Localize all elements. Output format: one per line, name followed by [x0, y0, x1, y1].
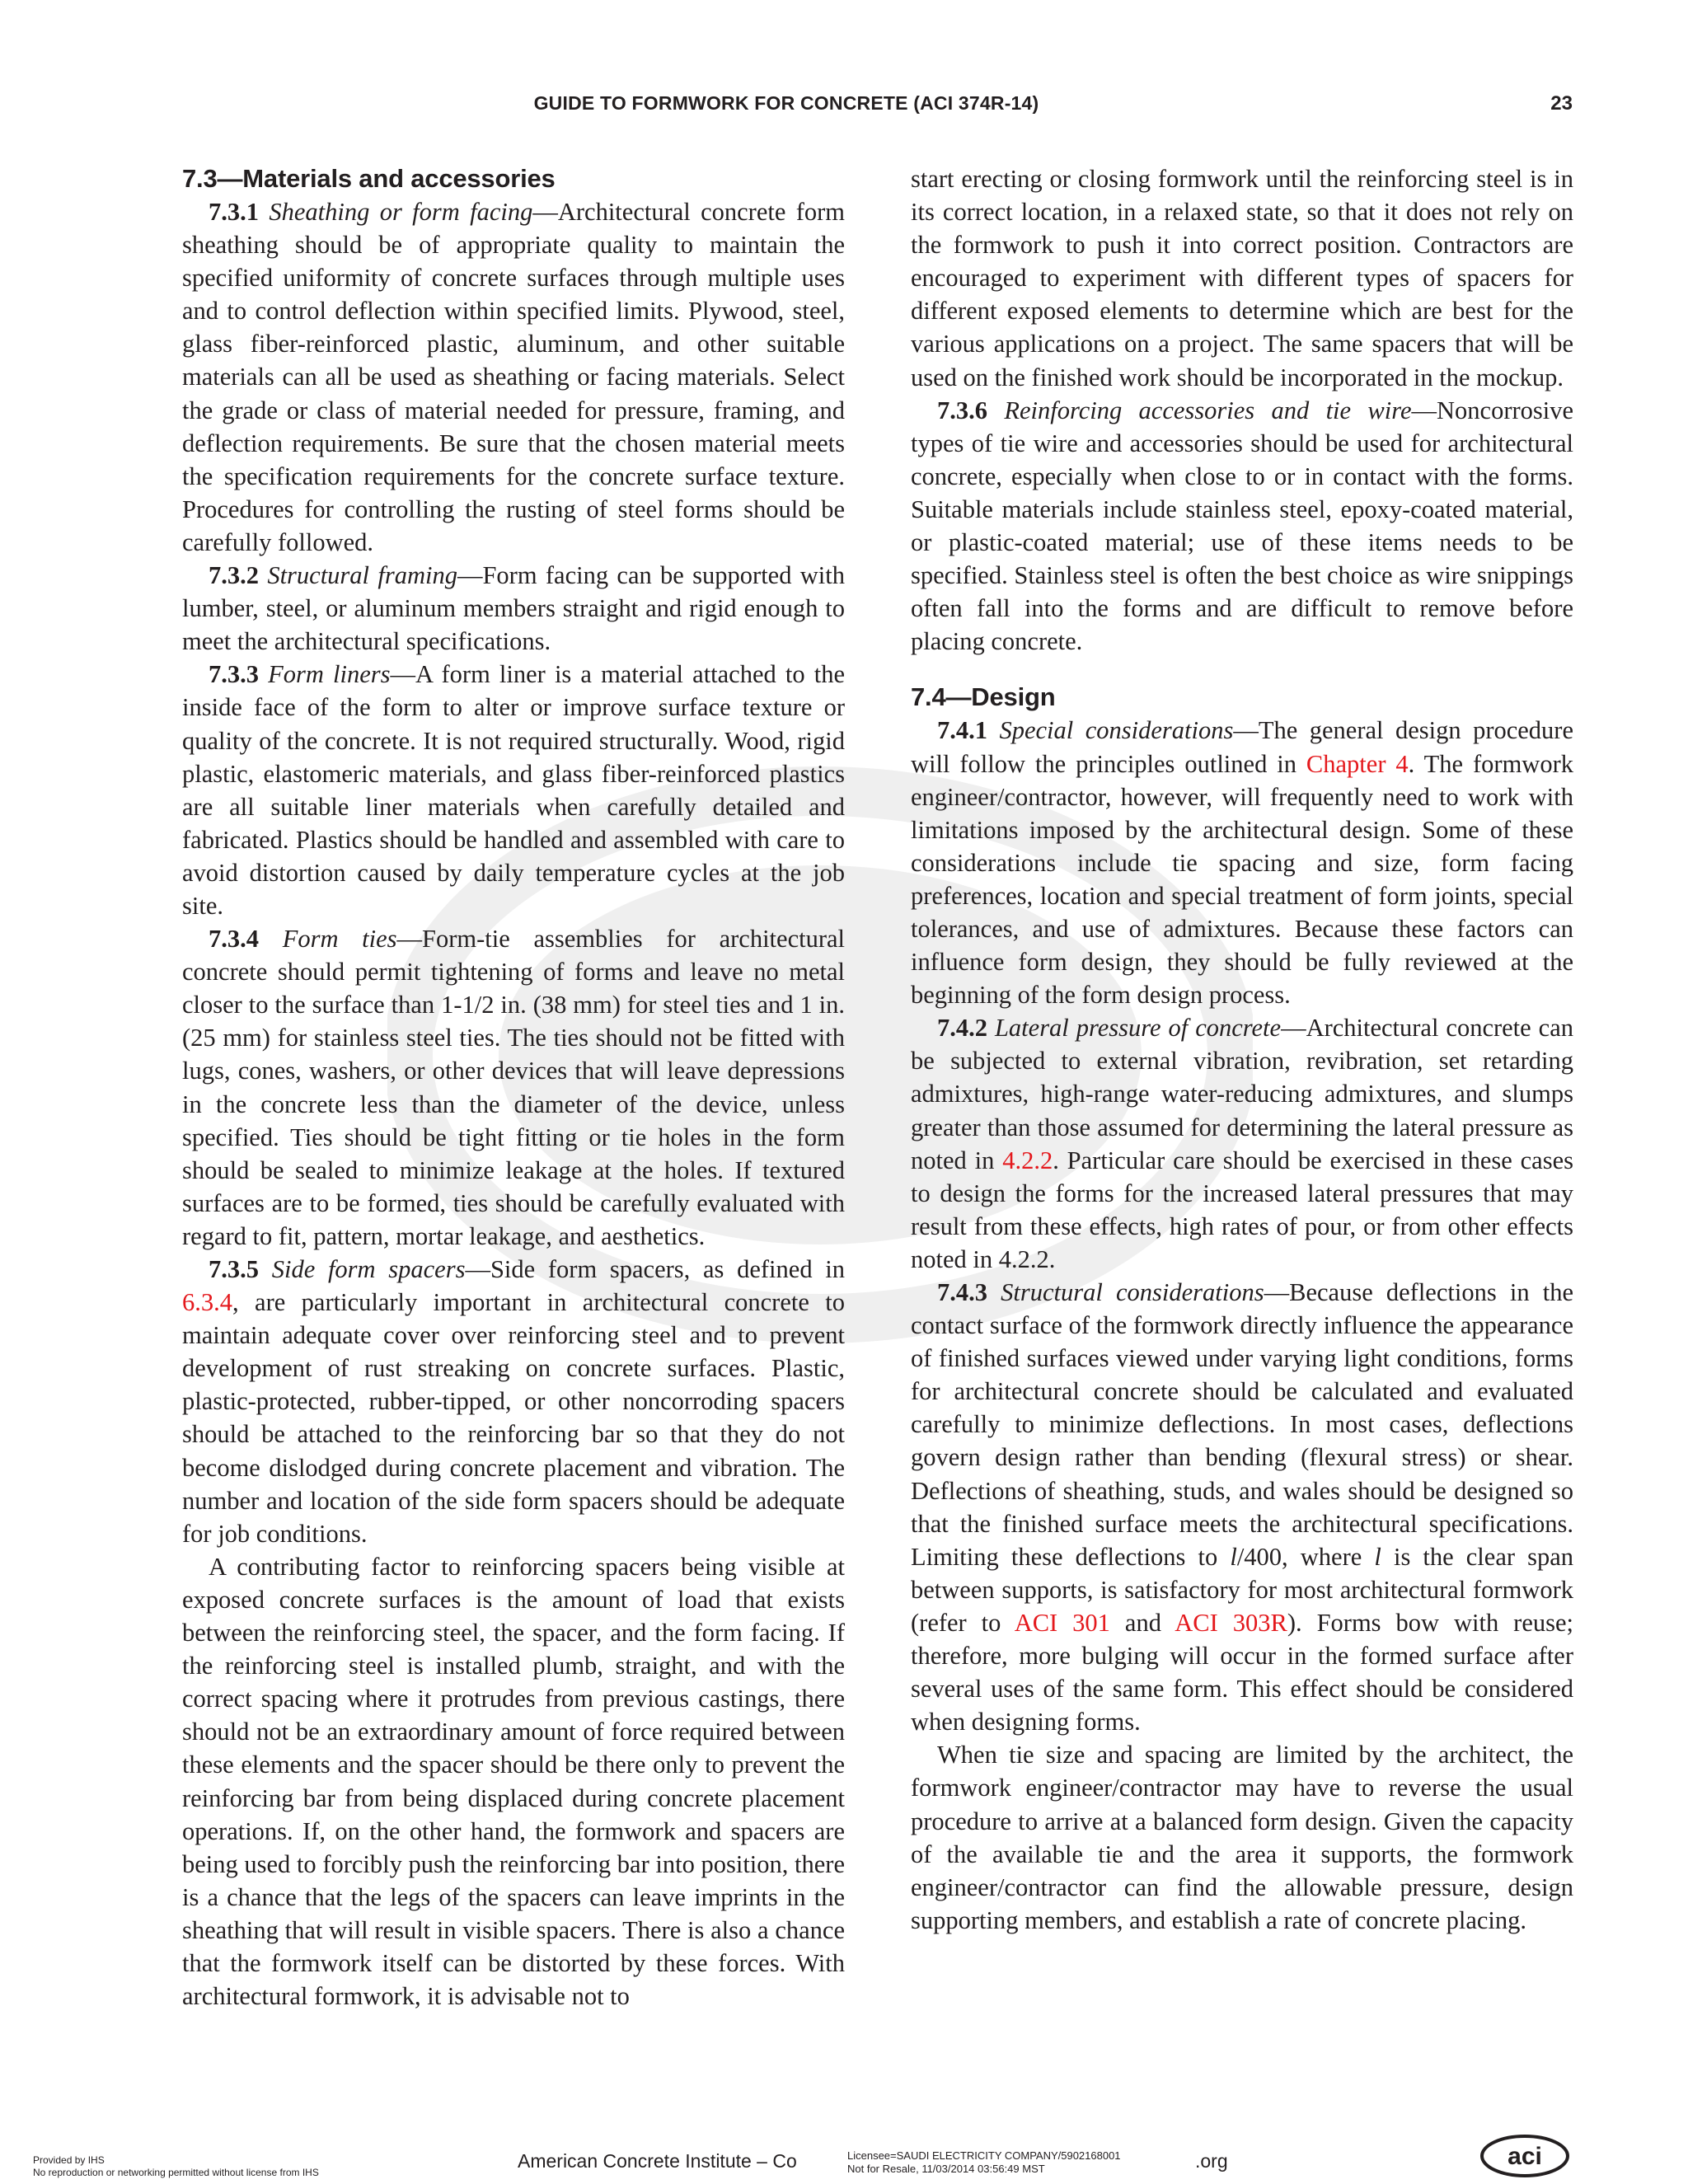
section-heading-7-3: 7.3—Materials and accessories [182, 164, 556, 193]
clause-text: —Noncorrosive types of tie wire and accessories should be used for architectural concrete, especially when close to or in contact with the forms. Suitable materials include stainless steel, epoxy-coated material, or plastic-coated material; use of these items needs to be specified. Stainless steel is often the best choice as wire snippings often fall into the forms and are difficult to remove before placing concrete. [911, 396, 1574, 656]
clause-number: 7.3.3 [209, 660, 259, 689]
clause-text: —A form liner is a material attached to the inside face of the form to alter or improve surface texture or quality of the concrete. It is not required structurally. Wood, rigid plastic, elastomeric materials, and glass fiber-reinforced plastics are all suitable liner materials when carefully detailed and fabricated. Plastics should be handled and assembled with care to avoid distortion caused by daily temperature cycles at the job site. [182, 660, 846, 920]
resale-notice: Not for Resale, 11/03/2014 03:56:49 MST [847, 2163, 1045, 2175]
link-aci-303r[interactable]: ACI 303R [1175, 1608, 1287, 1637]
link-4-2-2[interactable]: 4.2.2 [1002, 1146, 1053, 1174]
clause-number: 7.3.5 [209, 1255, 259, 1283]
section-heading-7-4: 7.4—Design [911, 682, 1056, 712]
licensee: Licensee=SAUDI ELECTRICITY COMPANY/5902168001 [847, 2149, 1121, 2162]
clause-title: Lateral pressure of concrete [994, 1014, 1282, 1043]
paragraph-7-3-6 [911, 394, 1573, 658]
clause-text: —Form facing can be supported with lumber, steel, or aluminum members straight and rigid enough to meet the architectural specifications. [182, 561, 846, 656]
clause-title: Form liners [268, 660, 391, 689]
footer-publisher: American Concrete Institute – Co [518, 2150, 797, 2172]
clause-text: —Architectural concrete form sheathing should be of appropriate quality to maintain the specified uniformity of concrete surfaces through multiple uses and to control deflection within specified limits. Plywood, steel, glass fiber-reinforced plastic, aluminum, and other suitable materials can all be used as sheathing or facing materials. Select the grade or class of material needed for pressure, framing, and deflection requirements. Be sure that the chosen material meets the specification requirements for the concrete surface texture. Procedures for controlling the rusting of steel forms should be carefully followed. [182, 198, 846, 556]
clause-title: Structural considerations [1001, 1278, 1264, 1306]
clause-text: —Side form spacers, as defined in [465, 1255, 846, 1283]
clause-title: Sheathing or form facing [269, 198, 533, 226]
clause-title: Form ties [282, 925, 397, 954]
span-variable: l [1374, 1542, 1381, 1571]
paragraph-7-3-4 [182, 922, 845, 1253]
clause-title: Reinforcing accessories and tie wire [1004, 396, 1412, 424]
clause-text: /400, where [1236, 1542, 1375, 1571]
clause-text: —The general design procedure will follow the principles outlined in [911, 716, 1573, 778]
left-column [182, 162, 845, 2013]
clause-number: 7.3.2 [209, 561, 259, 590]
reproduction-notice: No reproduction or networking permitted without license from IHS [33, 2167, 319, 2178]
paragraph-continued: start erecting or closing formwork until the reinforcing steel is in its correct location, in a relaxed state, so that it does not rely on the formwork to push it into correct position. Contractors are encouraged to experiment with different types of spacers for different exposed elements to determine which are best for the various applications on a project. The same spacers that will be used on the finished work should be incorporated in the mockup. [911, 165, 1573, 391]
paragraph-7-4-1 [911, 714, 1573, 1011]
clause-text: is the clear span between supports, is satisfactory for most architectural formwork (refer to [911, 1542, 1574, 1637]
link-6-3-4[interactable]: 6.3.4 [182, 1288, 232, 1317]
clause-text: and [1109, 1608, 1175, 1637]
clause-text: —Because deflections in the contact surface of the formwork directly influence the appearance of finished surfaces viewed under varying light conditions, forms for architectural concrete should be calculated and evaluated carefully to minimize deflections. In most cases, deflections govern design rather than bending (flexural stress) or shear. Deflections of sheathing, studs, and wales should be designed so that the finished surface meets the architectural specifications. Limiting these deflections to [911, 1278, 1573, 1571]
logo-text: aci [1507, 2143, 1542, 2170]
paragraph-7-3-3 [182, 658, 845, 922]
paragraph-contributing-factor: A contributing factor to reinforcing spacers being visible at exposed concrete surfaces is the amount of load that exists between the reinforcing steel, the spacer, and the form facing. If the reinforcing steel is installed plumb, straight, and with the correct spacing where it protrudes from previous castings, there should not be an extraordinary amount of force required between these elements and the spacer should be there only to prevent the reinforcing bar from being displaced during concrete placement operations. If, on the other hand, the formwork and spacers are being used to forcibly push the reinforcing bar into position, there is a chance that the legs of the spacers can leave imprints in the sheathing that will result in visible spacers. There is also a chance that the formwork itself can be distorted by these forces. With architectural formwork, it is advisable not to [182, 1552, 845, 2011]
footer-org-suffix: .org [1195, 2150, 1228, 2172]
clause-number: 7.3.4 [209, 925, 259, 954]
paragraph-7-3-5 [182, 1253, 845, 1550]
clause-number: 7.4.2 [937, 1014, 987, 1043]
clause-number: 7.4.3 [937, 1278, 987, 1306]
clause-title: Side form spacers [271, 1255, 466, 1283]
clause-number: 7.4.1 [937, 716, 987, 745]
link-aci-301[interactable]: ACI 301 [1014, 1608, 1110, 1637]
footer-provider [33, 2154, 319, 2179]
clause-number: 7.3.6 [937, 396, 987, 424]
provided-by: Provided by IHS [33, 2154, 105, 2166]
page-number: 23 [1550, 92, 1573, 115]
running-header: GUIDE TO FORMWORK FOR CONCRETE (ACI 374R-14) [533, 92, 1039, 114]
paragraph-7-3-2 [182, 559, 845, 658]
aci-logo [1477, 2133, 1578, 2179]
clause-text: . The formwork engineer/contractor, however, will frequently need to work with limitations imposed by the architectural design. Some of these considerations include tie spacing and size, form facing preferences, location and special treatment of form joints, special tolerances, and use of admixtures. Because these factors can influence form design, they should be fully reviewed at the beginning of the form design process. [911, 749, 1573, 1010]
clause-number: 7.3.1 [209, 198, 259, 226]
clause-text: ). Forms bow with reuse; therefore, more bulging will occur in the formed surface after several uses of the same form. This effect should be considered when designing forms. [911, 1608, 1574, 1736]
right-column [911, 162, 1573, 1937]
clause-text: , are particularly important in architectural concrete to maintain adequate cover over reinforcing steel and to prevent development of rust streaking on concrete surfaces. Plastic, plastic-protected, rubber-tipped, or other noncorroding spacers should be attached to the reinforcing bar so that they do not become dislodged during concrete placement and vibration. The number and location of the side form spacers should be adequate for job conditions. [182, 1288, 845, 1548]
paragraph-7-3-1 [182, 195, 845, 559]
span-variable: l [1230, 1542, 1237, 1571]
clause-title: Structural framing [267, 561, 457, 590]
paragraph-7-4-2 [911, 1011, 1573, 1276]
paragraph-7-4-3 [911, 1276, 1573, 1738]
footer-license [847, 2149, 1121, 2176]
clause-text: . Particular care should be exercised in these cases to design the forms for the increased lateral pressures that may result from these effects, high rates of pour, or from other effects noted in 4.2.2. [911, 1146, 1573, 1273]
link-chapter-4[interactable]: Chapter 4 [1306, 749, 1409, 778]
clause-text: —Form-tie assemblies for architectural concrete should permit tightening of forms and leave no metal closer to the surface than 1-1/2 in. (38 mm) for steel ties and 1 in. (25 mm) for stainless steel ties. The ties should not be fitted with lugs, cones, washers, or other devices that will leave depressions in the concrete less than the diameter of the device, unless specified. Ties should be tight fitting or tie holes in the form should be sealed to minimize leakage at the holes. If textured surfaces are to be formed, ties should be carefully evaluated with regard to fit, pattern, mortar leakage, and aesthetics. [182, 925, 845, 1250]
clause-title: Special considerations [999, 716, 1234, 745]
clause-text: —Architectural concrete can be subjected to external vibration, revibration, set retarding admixtures, high-range water-reducing admixtures, and slumps greater than those assumed for determining the lateral pressure as noted in [911, 1014, 1573, 1174]
paragraph-tie-size: When tie size and spacing are limited by the architect, the formwork engineer/contractor may have to reverse the usual procedure to arrive at a balanced form design. Given the capacity of the available tie and the area it supports, the formwork engineer/contractor can find the allowable pressure, design supporting members, and establish a rate of concrete placing. [911, 1741, 1573, 1934]
